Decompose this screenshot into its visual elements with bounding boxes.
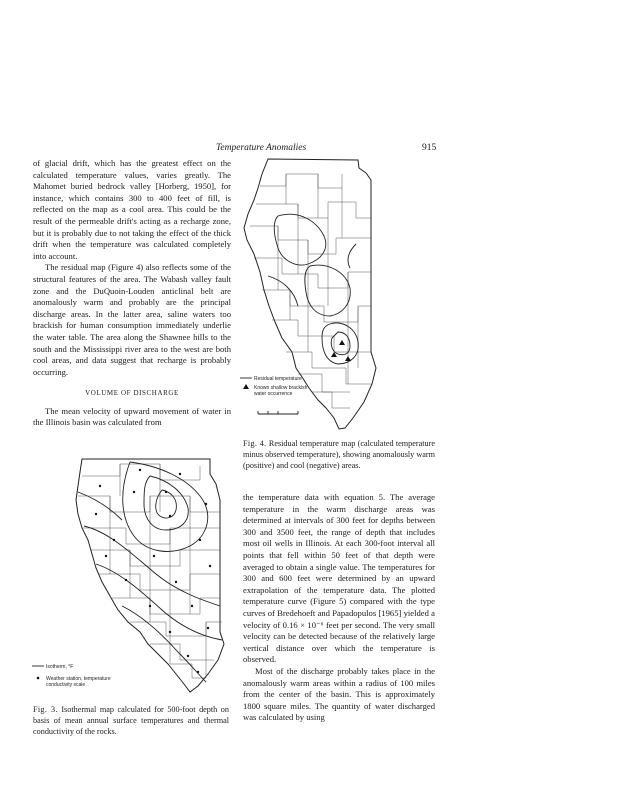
fig4-caption-text: Residual temperature map (calculated temperature minus observed temperature), showing anomalously warm (positive) and cool (negative) areas. — [243, 439, 435, 470]
fig3-legend-station-2: conductivity scale — [46, 682, 86, 688]
fig3-caption-label: Fig. 3. — [33, 705, 58, 714]
fig3-legend — [32, 664, 111, 688]
left-para-3: The mean velocity of upward movement of water in the Illinois basin was calculated from — [33, 405, 231, 428]
right-para-2: Most of the discharge probably takes place in the anomalously warm areas within a radius of 100 miles from the center of the basin. This is approximately 1800 square miles. The quantity of water discharged was calculated by using — [243, 665, 435, 723]
fig4-legend-brackish: Known shallow brackish — [254, 385, 308, 391]
fig4-scale-bar — [258, 411, 298, 414]
left-column — [33, 158, 231, 429]
section-heading: VOLUME OF DISCHARGE — [85, 389, 179, 398]
fig3-legend-isotherm: Isotherm, °F — [46, 664, 74, 670]
page-number: 915 — [422, 143, 437, 153]
fig4-caption-label: Fig. 4. — [243, 439, 267, 448]
fig4-contours — [268, 214, 358, 364]
fig4-county-lines — [250, 174, 372, 408]
running-title: Temperature Anomalies — [216, 143, 307, 153]
fig3-caption — [33, 705, 229, 737]
fig4-legend-brackish-2: water occurrence — [254, 391, 293, 397]
right-para-1: the temperature data with equation 5. The average temperature in the warm discharge areas was determined at intervals of 300 feet for depths between 300 and 3500 feet, the range of depth that includes most oil wells in Illinois. At each 300-foot interval all points that fell within 50 feet of that depth were averaged to obtain a single value. The temperatures for 300 and 600 feet were determined by an upward extrapolation of the temperature data. The plotted temperature curve (Figure 5) compared with the type curves of Bredehoeft and Papadopulos [1965] yielded a velocity of 0.16 × 10⁻⁶ feet per second. The very small velocity can be detected because of the relatively large vertical distance over which the temperature is observed. — [243, 492, 435, 665]
fig3-isothermal-map — [30, 456, 230, 696]
fig3-legend-station: Weather station, temperature — [46, 676, 111, 682]
fig4-legend-residual: Residual temperature — [254, 376, 302, 382]
fig4-residual-map — [238, 156, 438, 432]
fig4-legend — [240, 376, 308, 414]
left-para-2: The residual map (Figure 4) also reflects some of the structural features of the area. The Wabash valley fault zone and the DuQuoin-Louden anticlinal belt are anomalously warm and probably are the principal discharge areas. In the latter area, saline waters too brackish for human consumption immediately underlie the water table. The area along the Shawnee hills to the south and the Mississippi river area to the west are both cool areas, and data suggest that recharge is probably occurring. — [33, 262, 231, 377]
left-para-1: of glacial drift, which has the greatest effect on the calculated temperature values, varies greatly. The Mahomet buried bedrock valley [Horberg, 1950], for instance, which contains 300 to 400 feet of fill, is reflected on the map as a cool area. This could be the result of the permeable drift's acting as a recharge zone, but it is probably due to not taking the effect of the thick drift when the temperature was calculated completely into account. — [33, 158, 231, 261]
fig3-caption-text: Isothermal map calculated for 500-foot depth on basis of mean annual surface temperatures and thermal conductivity of the rocks. — [33, 705, 229, 736]
right-column — [243, 492, 435, 724]
fig4-caption — [243, 439, 435, 471]
